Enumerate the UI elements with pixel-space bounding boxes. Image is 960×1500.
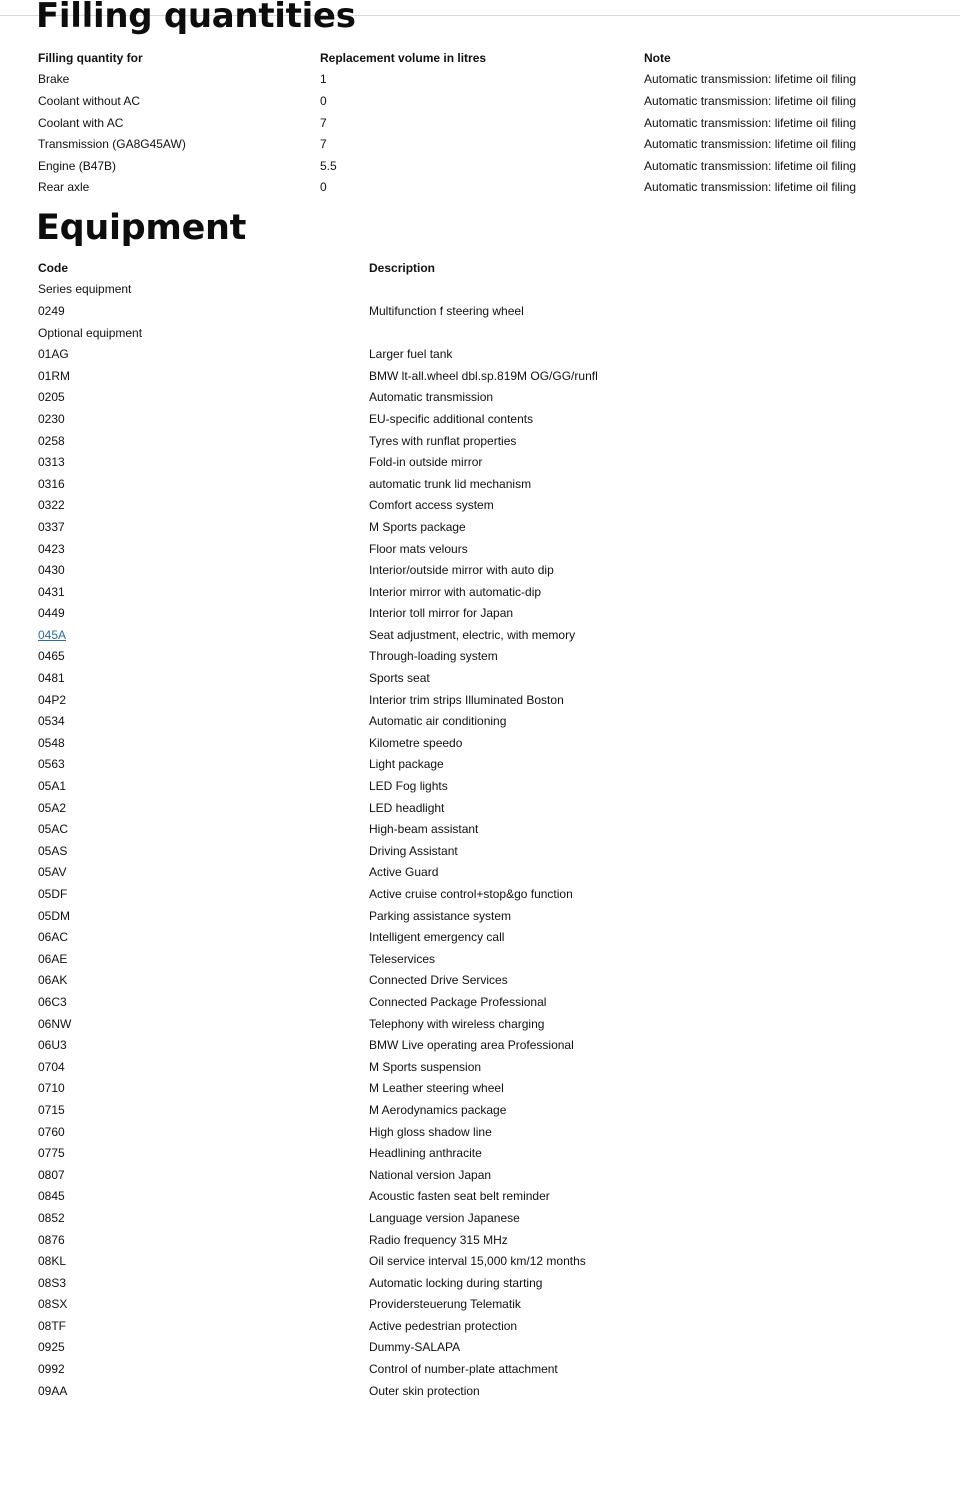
equipment-description-cell: M Leather steering wheel xyxy=(369,1081,504,1096)
equipment-row xyxy=(38,991,769,1013)
equipment-description-cell: Control of number-plate attachment xyxy=(369,1362,558,1377)
equipment-row xyxy=(38,710,769,732)
equipment-description-cell: EU-specific additional contents xyxy=(369,411,534,426)
equipment-description-cell: BMW lt-all.wheel dbl.sp.819M OG/GG/runfl xyxy=(369,368,598,383)
equipment-description-cell: Kilometre speedo xyxy=(369,735,463,750)
equipment-description-cell: Acoustic fasten seat belt reminder xyxy=(369,1189,550,1204)
equipment-code-cell: 08SX xyxy=(38,1297,68,1312)
equipment-section-label: Optional equipment xyxy=(38,325,143,340)
equipment-description-cell: Teleservices xyxy=(369,951,436,966)
equipment-table-body xyxy=(38,279,769,1402)
equipment-description-cell: Seat adjustment, electric, with memory xyxy=(369,627,576,642)
equipment-code-cell: 08S3 xyxy=(38,1275,67,1290)
equipment-code-cell: 0449 xyxy=(38,606,65,621)
equipment-row xyxy=(38,387,769,409)
equipment-code-cell: 01AG xyxy=(38,347,69,362)
equipment-row xyxy=(38,1034,769,1056)
equipment-row xyxy=(38,495,769,517)
equipment-row xyxy=(38,516,769,538)
equipment-code-link[interactable]: 045A xyxy=(38,627,67,642)
equipment-row xyxy=(38,775,769,797)
equipment-row xyxy=(38,365,769,387)
equipment-row xyxy=(38,1250,769,1272)
equipment-code-cell: 05DM xyxy=(38,908,71,923)
equipment-code-cell: 0430 xyxy=(38,563,65,578)
equipment-code-cell: 0313 xyxy=(38,455,65,470)
equipment-code-cell: 0337 xyxy=(38,519,65,534)
equipment-code-cell: 08KL xyxy=(38,1254,67,1269)
equipment-row xyxy=(38,581,769,603)
equipment-code-cell: 06U3 xyxy=(38,1038,67,1053)
equipment-description-cell: M Sports suspension xyxy=(369,1059,482,1074)
filling-header-row xyxy=(38,47,924,69)
equipment-description-cell: National version Japan xyxy=(369,1167,492,1182)
equipment-row xyxy=(38,343,769,365)
equipment-description-cell: Parking assistance system xyxy=(369,908,512,923)
filling-row xyxy=(38,90,924,112)
equipment-code-cell: 0322 xyxy=(38,498,65,513)
replacement-volume-cell: 0 xyxy=(320,93,327,108)
replacement-volume-cell: 1 xyxy=(320,72,327,87)
equipment-code-cell: 06NW xyxy=(38,1016,72,1031)
equipment-code-cell: 0258 xyxy=(38,433,65,448)
equipment-row xyxy=(38,1337,769,1359)
equipment-code-cell xyxy=(38,624,369,646)
equipment-description-cell: Interior trim strips Illuminated Boston xyxy=(369,692,564,707)
equipment-description-cell: Language version Japanese xyxy=(369,1210,520,1225)
equipment-code-cell: 0563 xyxy=(38,757,65,772)
equipment-row xyxy=(38,883,769,905)
equipment-row xyxy=(38,667,769,689)
equipment-code-cell: 05DF xyxy=(38,887,68,902)
equipment-row xyxy=(38,473,769,495)
equipment-description-cell: Active pedestrian protection xyxy=(369,1318,518,1333)
equipment-row xyxy=(38,1142,769,1164)
note-cell: Automatic transmission: lifetime oil filing xyxy=(644,93,857,108)
equipment-row xyxy=(38,732,769,754)
equipment-row xyxy=(38,862,769,884)
equipment-description-cell: Connected Package Professional xyxy=(369,994,547,1009)
header-filling-quantity-for: Filling quantity for xyxy=(38,50,143,65)
equipment-code-cell: 05AV xyxy=(38,865,67,880)
equipment-row xyxy=(38,1294,769,1316)
equipment-row xyxy=(38,1121,769,1143)
equipment-row xyxy=(38,1056,769,1078)
equipment-row xyxy=(38,451,769,473)
equipment-code-cell: 0249 xyxy=(38,303,65,318)
filling-quantity-for-cell: Rear axle xyxy=(38,180,90,195)
filling-quantities-table xyxy=(38,47,924,198)
equipment-code-cell: 0481 xyxy=(38,671,65,686)
equipment-row xyxy=(38,624,769,646)
equipment-code-cell: 0760 xyxy=(38,1124,65,1139)
equipment-section-label: Series equipment xyxy=(38,282,132,297)
header-description: Description xyxy=(369,260,436,275)
equipment-code-cell: 0431 xyxy=(38,584,65,599)
equipment-code-cell: 04P2 xyxy=(38,692,67,707)
equipment-row xyxy=(38,1229,769,1251)
equipment-code-cell: 0465 xyxy=(38,649,65,664)
equipment-description-cell: High gloss shadow line xyxy=(369,1124,492,1139)
equipment-code-cell: 05A1 xyxy=(38,779,67,794)
equipment-code-cell: 0925 xyxy=(38,1340,65,1355)
equipment-row xyxy=(38,1207,769,1229)
equipment-description-cell xyxy=(369,279,769,301)
filling-quantity-for-cell: Coolant without AC xyxy=(38,93,141,108)
replacement-volume-cell: 7 xyxy=(320,115,327,130)
equipment-row xyxy=(38,430,769,452)
filling-row xyxy=(38,155,924,177)
equipment-section-row xyxy=(38,279,769,301)
equipment-code-cell: 08TF xyxy=(38,1318,67,1333)
equipment-code-cell: 06AC xyxy=(38,930,69,945)
equipment-row xyxy=(38,1078,769,1100)
equipment-description-cell: Interior/outside mirror with auto dip xyxy=(369,563,554,578)
equipment-code-cell: 0534 xyxy=(38,714,65,729)
equipment-row xyxy=(38,559,769,581)
replacement-volume-cell: 5.5 xyxy=(320,158,337,173)
equipment-code-cell: 05AS xyxy=(38,843,68,858)
equipment-description-cell: Active cruise control+stop&go function xyxy=(369,887,573,902)
equipment-code-cell: 0852 xyxy=(38,1210,65,1225)
equipment-code-cell: 0548 xyxy=(38,735,65,750)
equipment-row xyxy=(38,603,769,625)
equipment-row xyxy=(38,840,769,862)
equipment-row xyxy=(38,300,769,322)
equipment-description-cell: M Aerodynamics package xyxy=(369,1102,507,1117)
filling-quantity-for-cell: Brake xyxy=(38,72,70,87)
equipment-heading: Equipment xyxy=(36,208,247,248)
header-replacement-volume: Replacement volume in litres xyxy=(320,50,487,65)
equipment-description-cell: Interior mirror with automatic-dip xyxy=(369,584,542,599)
equipment-description-cell: Tyres with runflat properties xyxy=(369,433,517,448)
equipment-description-cell: Telephony with wireless charging xyxy=(369,1016,545,1031)
replacement-volume-cell: 7 xyxy=(320,137,327,152)
equipment-description-cell: Automatic locking during starting xyxy=(369,1275,543,1290)
equipment-description-cell: automatic trunk lid mechanism xyxy=(369,476,532,491)
equipment-description-cell: BMW Live operating area Professional xyxy=(369,1038,574,1053)
equipment-code-cell: 09AA xyxy=(38,1383,68,1398)
note-cell: Automatic transmission: lifetime oil filing xyxy=(644,72,857,87)
equipment-row xyxy=(38,1186,769,1208)
equipment-row xyxy=(38,1272,769,1294)
equipment-row xyxy=(38,948,769,970)
equipment-row xyxy=(38,1358,769,1380)
equipment-description-cell: Sports seat xyxy=(369,671,430,686)
equipment-code-cell: 0992 xyxy=(38,1362,65,1377)
note-cell: Automatic transmission: lifetime oil filing xyxy=(644,180,857,195)
equipment-code-cell: 0710 xyxy=(38,1081,65,1096)
equipment-description-cell: Connected Drive Services xyxy=(369,973,508,988)
equipment-description-cell: Light package xyxy=(369,757,444,772)
equipment-description-cell: Floor mats velours xyxy=(369,541,468,556)
note-cell: Automatic transmission: lifetime oil filing xyxy=(644,158,857,173)
equipment-description-cell: Headlining anthracite xyxy=(369,1146,482,1161)
equipment-code-cell: 0876 xyxy=(38,1232,65,1247)
equipment-row xyxy=(38,754,769,776)
equipment-code-cell: 06C3 xyxy=(38,994,67,1009)
equipment-description-cell: Dummy-SALAPA xyxy=(369,1340,461,1355)
equipment-description-cell: Driving Assistant xyxy=(369,843,458,858)
filling-row xyxy=(38,177,924,199)
filling-quantities-heading: Filling quantities xyxy=(36,0,356,36)
equipment-code-cell: 0715 xyxy=(38,1102,65,1117)
replacement-volume-cell: 0 xyxy=(320,180,327,195)
filling-quantity-for-cell: Engine (B47B) xyxy=(38,158,117,173)
filling-row xyxy=(38,133,924,155)
equipment-description-cell: Interior toll mirror for Japan xyxy=(369,606,514,621)
equipment-code-cell: 0316 xyxy=(38,476,65,491)
equipment-description-cell: Through-loading system xyxy=(369,649,498,664)
equipment-description-cell: Oil service interval 15,000 km/12 months xyxy=(369,1254,586,1269)
equipment-description-cell: Intelligent emergency call xyxy=(369,930,505,945)
equipment-row xyxy=(38,1380,769,1402)
equipment-description-cell: Active Guard xyxy=(369,865,439,880)
equipment-row xyxy=(38,1099,769,1121)
equipment-row xyxy=(38,797,769,819)
equipment-description-cell: Multifunction f steering wheel xyxy=(369,303,524,318)
equipment-header-row xyxy=(38,257,769,279)
header-note: Note xyxy=(644,50,671,65)
equipment-row xyxy=(38,1013,769,1035)
equipment-code-cell: 0704 xyxy=(38,1059,65,1074)
filling-row xyxy=(38,112,924,134)
filling-quantity-for-cell: Transmission (GA8G45AW) xyxy=(38,137,186,152)
equipment-code-cell: 0845 xyxy=(38,1189,65,1204)
equipment-row xyxy=(38,408,769,430)
note-cell: Automatic transmission: lifetime oil filing xyxy=(644,115,857,130)
equipment-row xyxy=(38,818,769,840)
equipment-code-cell: 01RM xyxy=(38,368,71,383)
equipment-code-cell: 0423 xyxy=(38,541,65,556)
equipment-description-cell: Fold-in outside mirror xyxy=(369,455,483,470)
equipment-row xyxy=(38,970,769,992)
equipment-description-cell: Automatic transmission xyxy=(369,390,494,405)
filling-quantity-for-cell: Coolant with AC xyxy=(38,115,124,130)
equipment-description-cell: LED headlight xyxy=(369,800,445,815)
filling-table-body xyxy=(38,69,924,199)
equipment-code-cell: 0807 xyxy=(38,1167,65,1182)
equipment-row xyxy=(38,1164,769,1186)
note-cell: Automatic transmission: lifetime oil filing xyxy=(644,137,857,152)
header-code: Code xyxy=(38,260,68,275)
equipment-row xyxy=(38,1315,769,1337)
equipment-row xyxy=(38,646,769,668)
equipment-description-cell: High-beam assistant xyxy=(369,822,479,837)
equipment-code-cell: 06AK xyxy=(38,973,68,988)
equipment-description-cell: Automatic air conditioning xyxy=(369,714,507,729)
equipment-description-cell: M Sports package xyxy=(369,519,466,534)
equipment-code-cell: 0230 xyxy=(38,411,65,426)
equipment-description-cell: Larger fuel tank xyxy=(369,347,453,362)
equipment-description-cell: Comfort access system xyxy=(369,498,494,513)
equipment-code-cell: 05AC xyxy=(38,822,69,837)
equipment-description-cell xyxy=(369,322,769,344)
equipment-description-cell: LED Fog lights xyxy=(369,779,448,794)
equipment-row xyxy=(38,538,769,560)
equipment-description-cell: Outer skin protection xyxy=(369,1383,480,1398)
filling-row xyxy=(38,69,924,91)
equipment-code-cell: 0775 xyxy=(38,1146,65,1161)
equipment-row xyxy=(38,905,769,927)
equipment-section-row xyxy=(38,322,769,344)
equipment-code-cell: 0205 xyxy=(38,390,65,405)
equipment-description-cell: Radio frequency 315 MHz xyxy=(369,1232,508,1247)
equipment-row xyxy=(38,689,769,711)
equipment-code-cell: 05A2 xyxy=(38,800,67,815)
equipment-table xyxy=(38,257,769,1401)
equipment-description-cell: Providersteuerung Telematik xyxy=(369,1297,521,1312)
equipment-row xyxy=(38,926,769,948)
equipment-code-cell: 06AE xyxy=(38,951,68,966)
